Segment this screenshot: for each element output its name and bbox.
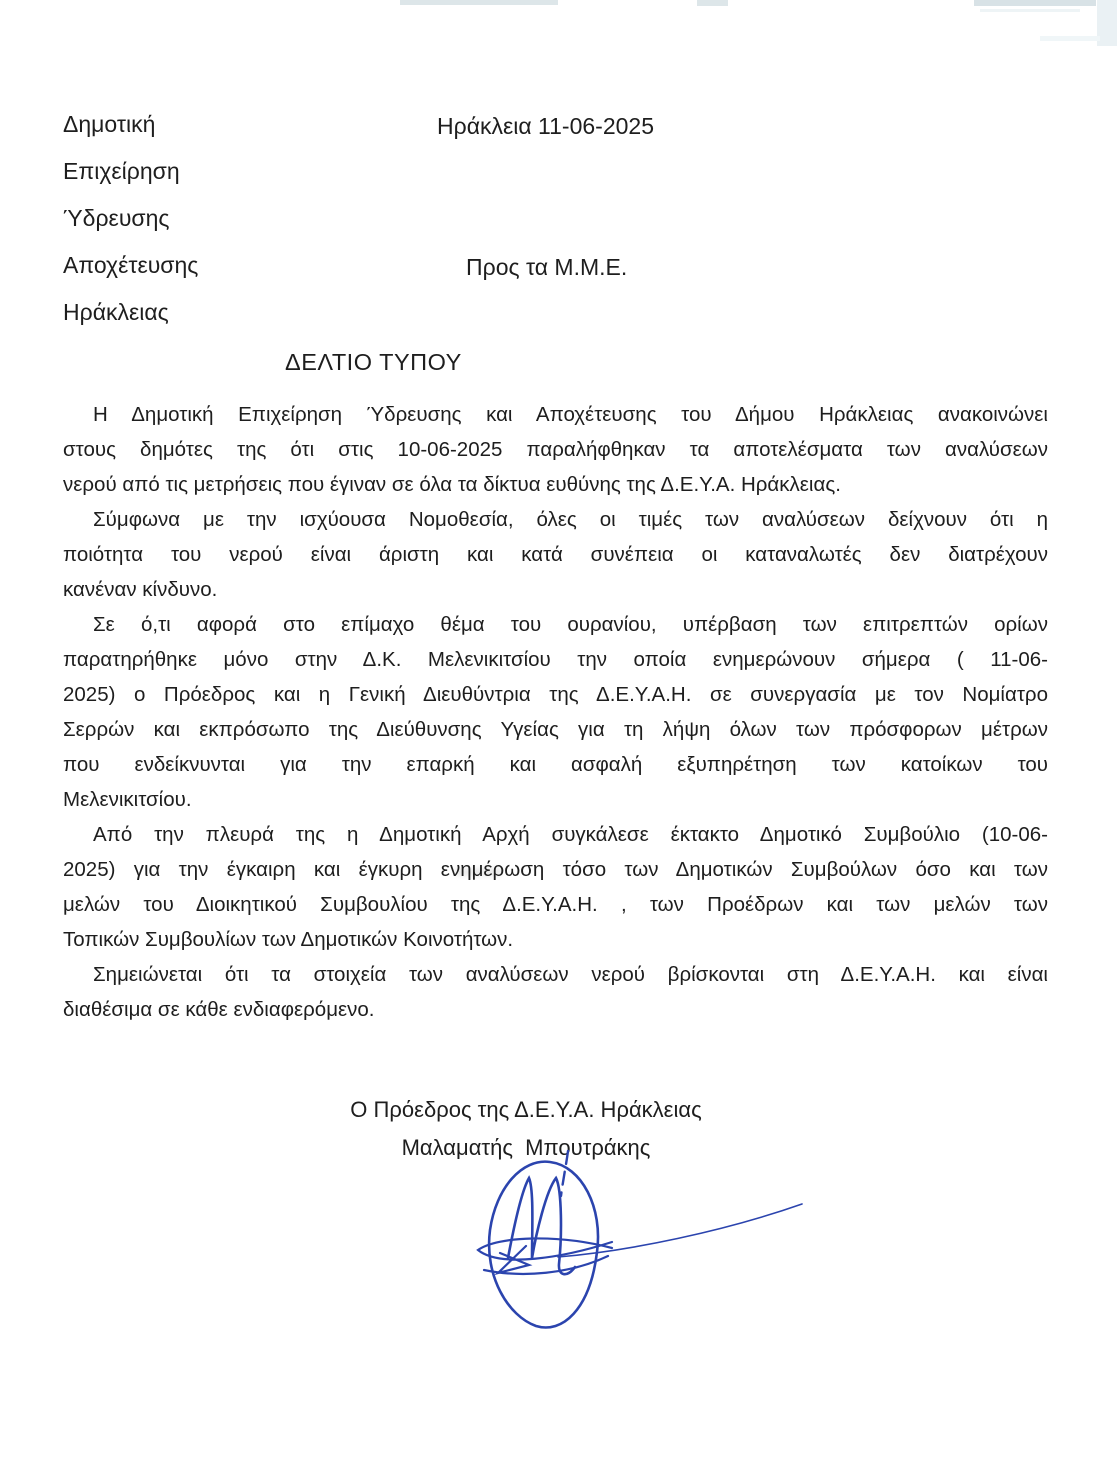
- body-line: κανέναν κίνδυνο.: [63, 578, 218, 601]
- scan-artifact-corner: [1097, 0, 1117, 46]
- body-line: νερού από τις μετρήσεις που έγιναν σε όλα τα δίκτυα ευθύνης της Δ.Ε.Υ.Α. Ηράκλειας.: [63, 473, 841, 496]
- body-line: Από την πλευρά της η Δημοτική Αρχή συγκάλεσε έκτακτο Δημοτικό Συμβούλιο (10-06-: [93, 823, 1048, 846]
- recipient-line: Προς τα Μ.Μ.Ε.: [466, 254, 628, 280]
- body-line: ποιότητα του νερού είναι άριστη και κατά συνέπεια οι καταναλωτές δεν διατρέχουν: [63, 543, 1048, 566]
- signer-role: Ο Πρόεδρος της Δ.Ε.Υ.Α. Ηράκλειας: [350, 1097, 702, 1122]
- letterhead: [63, 101, 198, 336]
- body-line: στους δημότες της ότι στις 10-06-2025 παραλήφθηκαν τα αποτελέσματα των αναλύσεων: [63, 438, 1048, 461]
- signer-name: Μαλαματής Μπουτράκης: [401, 1135, 651, 1160]
- body-line: Σε ό,τι αφορά στο επίμαχο θέμα του ουρανίου, υπέρβαση των επιτρεπτών ορίων: [93, 613, 1048, 636]
- body-line: Σημειώνεται ότι τα στοιχεία των αναλύσεων νερού βρίσκονται στη Δ.Ε.Υ.Α.Η. και είναι: [93, 963, 1048, 986]
- signature-ink: [470, 1146, 815, 1336]
- scan-artifact-top: [1040, 36, 1100, 41]
- scan-artifact-top: [980, 9, 1080, 12]
- body-line: Η Δημοτική Επιχείρηση Ύδρευσης και Αποχέτευσης του Δήμου Ηράκλειας ανακοινώνει: [93, 403, 1048, 426]
- body-line: Μελενικιτσίου.: [63, 788, 192, 811]
- body-line: Τοπικών Συμβουλίων των Δημοτικών Κοινοτήτων.: [63, 928, 514, 951]
- body-line: Σερρών και εκπρόσωπο της Διεύθυνσης Υγείας για τη λήψη όλων των πρόσφορων μέτρων: [63, 718, 1048, 741]
- letterhead-line: Επιχείρηση: [63, 158, 180, 184]
- body-text: [63, 397, 1048, 1027]
- body-line: 2025) για την έγκαιρη και έγκυρη ενημέρωση τόσο των Δημοτικών Συμβούλων όσο και των: [63, 858, 1048, 881]
- scan-artifact-top: [400, 0, 558, 5]
- body-line: διαθέσιμα σε κάθε ενδιαφερόμενο.: [63, 998, 375, 1021]
- letterhead-line: Αποχέτευσης: [63, 252, 199, 278]
- place-date: Ηράκλεια 11-06-2025: [437, 113, 654, 139]
- scan-artifact-top: [974, 0, 1096, 6]
- body-line: μελών του Διοικητικού Συμβουλίου της Δ.Ε.Υ.Α.Η. , των Προέδρων και των μελών των: [63, 893, 1048, 916]
- body-line: που ενδείκνυνται για την επαρκή και ασφαλή εξυπηρέτηση των κατοίκων του: [63, 753, 1048, 776]
- body-line: Σύμφωνα με την ισχύουσα Νομοθεσία, όλες οι τιμές των αναλύσεων δείχνουν ότι η: [93, 508, 1048, 531]
- letterhead-line: Ηράκλειας: [63, 299, 169, 325]
- scan-artifact-top: [697, 0, 728, 6]
- press-release-title: ΔΕΛΤΙΟ ΤΥΠΟΥ: [285, 349, 462, 375]
- letterhead-line: Ύδρευσης: [63, 205, 170, 231]
- letterhead-line: Δημοτική: [63, 111, 156, 137]
- body-line: παρατηρήθηκε μόνο στην Δ.Κ. Μελενικιτσίου την οποία ενημερώνουν σήμερα ( 11-06-: [63, 648, 1048, 671]
- body-line: 2025) ο Πρόεδρος και η Γενική Διευθύντρια της Δ.Ε.Υ.Α.Η. σε συνεργασία με τον Νομίατρο: [63, 683, 1048, 706]
